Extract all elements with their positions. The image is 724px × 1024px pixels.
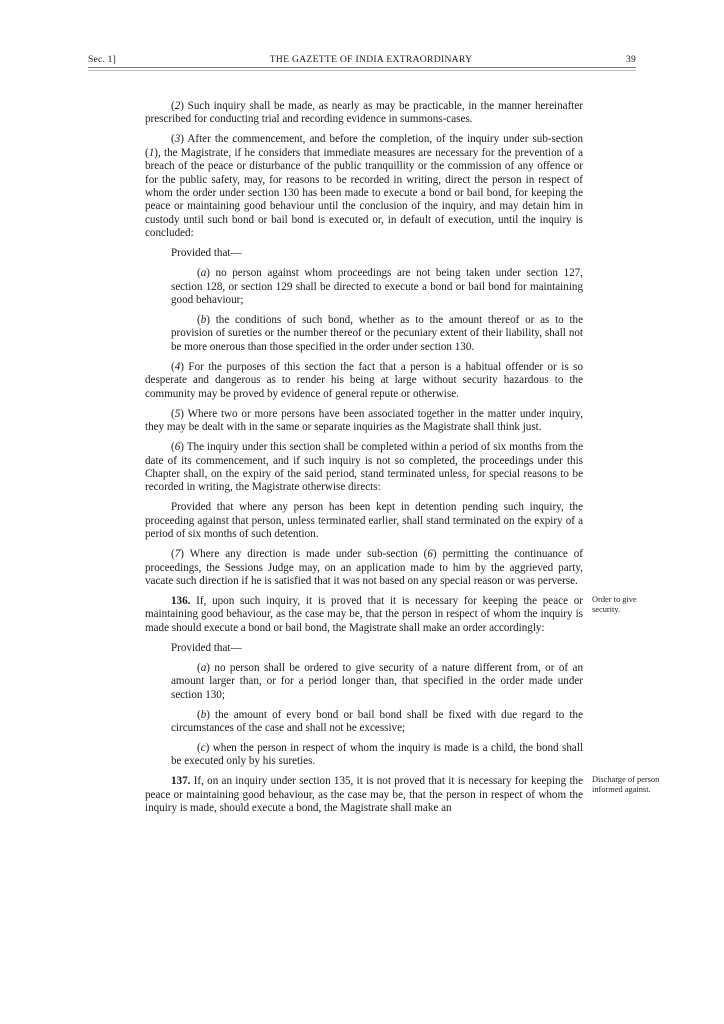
header-title: THE GAZETTE OF INDIA EXTRAORDINARY — [269, 54, 473, 65]
header-rule — [88, 67, 636, 71]
clause-3a: (a) no person against whom proceedings are not being taken under section 127, section 128, or section 129 shall be directed to execute a bond or bail bond for maintaining good behaviour; — [171, 267, 583, 307]
section-137-number: 137. — [171, 775, 191, 788]
proviso-3: Provided that— — [171, 641, 242, 654]
paragraph-sub-3: (3) After the commencement, and before the completion, of the inquiry under sub-section (1), the Magistrate, if he considers that immediate measures are necessary for the prevention of a breach of the peace or disturbance of the public tranquillity or the commission of any offence or for the public safety, may, for reasons to be recorded in writing, direct the person in respect of whom the order under section 130 has been made to execute a bond or bail bond, for keeping the peace or maintaining good behaviour until the conclusion of the inquiry, and may detain him in custody until such bond or bail bond is executed or, in default of execution, until the inquiry is concluded: — [145, 133, 583, 240]
page-number: 39 — [625, 54, 636, 65]
header-section-ref: Sec. 1] — [88, 54, 117, 65]
proviso-2: Provided that where any person has been kept in detention pending such inquiry, the proceeding against that person, unless terminated earlier, shall stand terminated on the expiry of a period of six months of such detention. — [145, 501, 583, 541]
section-137: 137. If, on an inquiry under section 135, it is not proved that it is necessary for keeping the peace or maintaining good behaviour, as the case may be, that the person in respect of whom the inquiry is made, should execute a bond, the Magistrate shall make an Discharge of person informed against. — [145, 775, 583, 815]
clause-3b: (b) the conditions of such bond, whether as to the amount thereof or as to the provision of sureties or the number thereof or the pecuniary extent of their liability, shall not be more onerous than those specified in the order under section 130. — [171, 314, 583, 353]
clause-136a: (a) no person shall be ordered to give security of a nature different from, or of an amount larger than, or for a period longer than, that specified in the order made under section 130; — [171, 661, 583, 701]
margin-note-137: Discharge of person informed against. — [592, 775, 660, 795]
paragraph-sub-7: (7) Where any direction is made under sub-section (6) permitting the continuance of proceedings, the Sessions Judge may, on an application made to him by the aggrieved party, vacate such direction if he is satisfied that it was not based on any special reason or was perverse. — [145, 548, 583, 587]
margin-note-136: Order to give security. — [592, 594, 637, 614]
paragraph-sub-6: (6) The inquiry under this section shall be completed within a period of six months from the date of its commencement, and if such inquiry is not so completed, the proceedings under this Chapter shall, on the expiry of the said period, stand terminated unless, for special reasons to be recorded in writing, the Magistrate otherwise directs: — [145, 441, 583, 494]
clause-136c: (c) when the person in respect of whom the inquiry is made is a child, the bond shall be executed only by his sureties. — [171, 741, 583, 768]
document-body — [145, 100, 660, 822]
proviso-1: Provided that— — [171, 247, 242, 260]
clause-136b: (b) the amount of every bond or bail bond shall be fixed with due regard to the circumstances of the case and shall not be excessive; — [171, 708, 583, 734]
paragraph-sub-2: (2) Such inquiry shall be made, as nearly as may be practicable, in the manner hereinafter prescribed for conducting trial and recording evidence in summons-cases. — [145, 100, 583, 126]
section-136-number: 136. — [171, 594, 191, 607]
running-header — [88, 54, 636, 65]
section-136: 136. If, upon such inquiry, it is proved that it is necessary for keeping the peace or maintaining good behaviour, as the case may be, that the person in respect of whom the inquiry is made should execute a bond or bail bond, the Magistrate shall make an order accordingly: Order to give security. — [145, 595, 583, 635]
paragraph-sub-4: (4) For the purposes of this section the fact that a person is a habitual offender or is so desperate and dangerous as to render his being at large without security hazardous to the community may be proved by evidence of general repute or otherwise. — [145, 360, 583, 400]
paragraph-sub-5: (5) Where two or more persons have been associated together in the matter under inquiry, they may be dealt with in the same or separate inquiries as the Magistrate shall think just. — [145, 407, 583, 434]
